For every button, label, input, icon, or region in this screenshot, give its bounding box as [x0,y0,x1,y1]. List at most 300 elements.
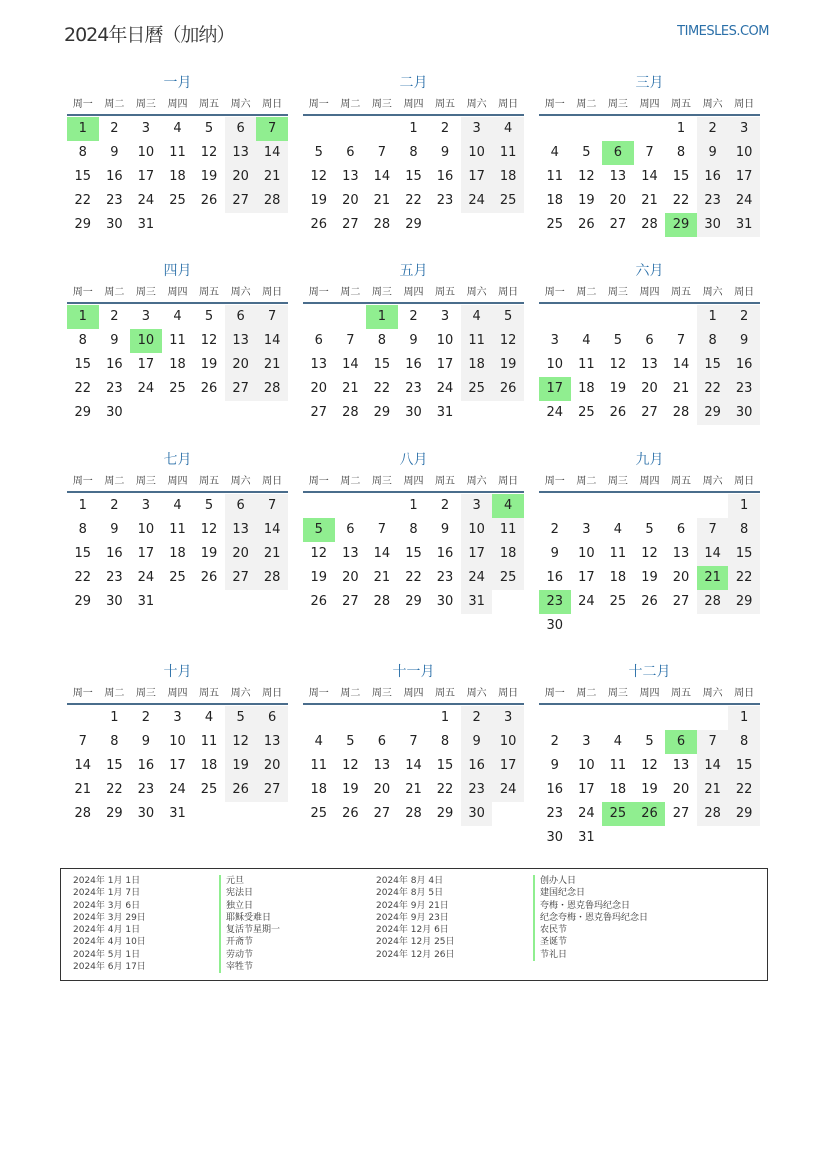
month-name: 五月 [399,263,428,279]
day-cell: 11 [609,546,627,561]
day-cell: 13 [225,329,257,353]
day-cell: 28 [256,377,288,401]
holiday-name: 劳动节 [219,949,280,961]
day-cell: 4 [173,498,182,513]
day-cell: 30 [697,213,729,237]
day-cell: 29 [74,217,92,232]
week-row [539,117,760,141]
weekday-label: 周一 [308,688,329,699]
day-cell: 8 [676,145,686,160]
day-cell: 23 [697,189,729,213]
day-cell: 20 [310,381,328,396]
week-row [303,590,524,614]
day-cell: 14 [405,758,422,773]
week-row [303,566,524,590]
day-cell: 15 [728,754,760,778]
weekday-label: 周四 [639,688,660,699]
day-cell: 22 [405,570,422,585]
weekday-header [303,282,524,304]
weekday-header [303,94,524,116]
week-row [67,401,288,425]
day-cell: 22 [728,778,760,802]
empty-day-cell [602,614,634,638]
day-cell: 9 [550,546,559,561]
day-cell: 22 [728,566,760,590]
day-cell: 2 [110,121,119,136]
week-row [67,329,288,353]
day-cell: 8 [377,333,387,348]
month-block [67,72,288,237]
day-cell: 5 [225,706,257,730]
day-cell: 18 [169,169,186,184]
day-cell: 24 [137,570,155,585]
holiday-name: 圣诞节 [533,936,648,948]
day-cell: 5 [204,498,214,513]
weekday-label: 周日 [262,287,283,298]
week-row [539,141,760,165]
day-cell: 21 [342,381,359,396]
weekday-label: 周四 [167,476,188,487]
day-cell: 18 [492,165,524,189]
day-cell: 6 [225,117,257,141]
day-cell: 18 [609,782,627,797]
week-row [67,305,288,329]
weekday-label: 周五 [435,99,456,110]
day-cell: 2 [728,305,760,329]
day-cell: 5 [314,145,323,160]
day-cell: 1 [110,710,119,725]
day-cell: 2 [461,706,493,730]
holiday-name: 元旦 [219,875,280,887]
day-cell: 27 [672,806,690,821]
empty-day-cell [256,401,288,425]
week-row [539,353,760,377]
weekday-label: 周四 [639,99,660,110]
weekday-label: 周三 [135,287,156,298]
day-cell: 3 [582,734,591,749]
day-cell: 26 [609,405,627,420]
day-cell: 30 [436,594,454,609]
day-cell: 30 [546,830,564,845]
day-cell: 9 [110,522,119,537]
day-cell: 2 [141,710,151,725]
day-cell: 27 [342,217,359,232]
day-cell: 17 [461,542,493,566]
day-cell: 30 [137,806,155,821]
month-block [539,661,760,850]
weekday-label: 周二 [576,99,597,110]
weekday-label: 周日 [262,476,283,487]
day-cell: 19 [342,782,359,797]
holiday-name: 夸梅・恩克鲁玛纪念日 [533,900,648,912]
day-cell: 11 [609,758,627,773]
empty-day-cell [225,401,257,425]
weekday-label: 周三 [371,287,392,298]
day-cell: 11 [492,518,524,542]
day-cell: 19 [200,169,218,184]
weekday-label: 周一 [544,688,565,699]
day-cell: 12 [609,357,627,372]
day-cell: 24 [169,782,186,797]
empty-day-cell [256,590,288,614]
holiday-date: 2024年 8月 4日 [376,876,444,886]
day-cell: 27 [225,189,257,213]
weekday-label: 周四 [639,287,660,298]
day-cell: 27 [225,377,257,401]
empty-day-cell [256,213,288,237]
day-cell: 16 [546,782,564,797]
day-cell: 4 [550,145,559,160]
day-cell: 15 [373,357,391,372]
month-name: 三月 [635,75,664,91]
weekday-label: 周四 [403,476,424,487]
day-cell: 29 [665,213,697,237]
day-cell: 27 [342,594,359,609]
week-row [539,305,760,329]
weekday-label: 周二 [340,99,361,110]
day-cell: 15 [405,169,422,184]
week-row [539,826,760,850]
weekday-label: 周二 [576,476,597,487]
day-cell: 9 [110,145,119,160]
holiday-date: 2024年 3月 29日 [73,912,146,923]
weekday-label: 周日 [262,99,283,110]
day-cell: 13 [609,169,627,184]
day-cell: 11 [461,329,493,353]
empty-day-cell [492,401,524,425]
day-cell: 20 [342,570,359,585]
empty-day-cell [602,117,634,141]
weekday-label: 周二 [104,688,125,699]
weekday-label: 周三 [135,99,156,110]
day-cell: 25 [169,570,186,585]
empty-day-cell [461,401,493,425]
weekday-label: 周日 [498,99,519,110]
week-row [303,141,524,165]
empty-day-cell [634,706,666,730]
day-cell: 22 [436,782,454,797]
day-cell: 31 [578,830,595,845]
day-cell: 2 [550,734,559,749]
day-cell: 12 [200,522,218,537]
day-cell: 1 [78,498,87,513]
weekday-label: 周四 [167,287,188,298]
day-cell: 27 [672,594,690,609]
day-cell: 8 [409,522,418,537]
page-title: 2024年日曆（加纳） [64,24,235,46]
weekday-label: 周一 [72,287,93,298]
day-cell: 30 [461,802,493,826]
day-cell: 22 [74,193,92,208]
empty-day-cell [130,401,162,425]
month-name: 九月 [635,452,664,468]
empty-day-cell [602,706,634,730]
day-cell: 19 [225,754,257,778]
day-cell: 2 [110,309,119,324]
weekday-label: 周五 [671,287,692,298]
week-row [67,754,288,778]
week-row [67,141,288,165]
week-row [303,802,524,826]
day-cell: 10 [169,734,186,749]
day-cell: 31 [169,806,186,821]
day-cell: 28 [373,594,391,609]
day-cell: 13 [342,546,359,561]
weekday-label: 周六 [230,476,251,487]
day-cell: 29 [405,217,422,232]
day-cell: 15 [106,758,123,773]
month-block [303,72,524,237]
weekday-label: 周六 [230,99,251,110]
empty-day-cell [162,213,194,237]
week-row [303,213,524,237]
weekday-label: 周日 [734,476,755,487]
day-cell: 23 [106,193,123,208]
holiday-date: 2024年 1月 7日 [73,888,141,899]
weekday-label: 周四 [167,99,188,110]
week-row [303,165,524,189]
month-name: 十月 [163,664,192,680]
weekday-label: 周五 [671,688,692,699]
weekday-label: 周六 [702,688,723,699]
day-cell: 4 [492,494,524,518]
week-row [67,730,288,754]
day-cell: 25 [492,566,524,590]
day-cell: 15 [697,353,729,377]
day-cell: 30 [728,401,760,425]
empty-day-cell [539,117,571,141]
week-row [539,494,760,518]
week-row [539,802,760,826]
day-cell: 3 [461,494,493,518]
day-cell: 3 [728,117,760,141]
holiday-name: 开斋节 [219,936,280,948]
day-cell: 4 [173,121,182,136]
day-cell: 29 [697,401,729,425]
weekday-label: 周四 [403,287,424,298]
empty-day-cell [697,614,729,638]
month-block [303,449,524,614]
empty-day-cell [571,117,603,141]
day-cell: 4 [204,710,214,725]
day-cell: 1 [728,706,760,730]
day-cell: 14 [641,169,658,184]
day-cell: 17 [137,169,155,184]
day-cell: 3 [492,706,524,730]
week-row [303,754,524,778]
day-cell: 25 [200,782,218,797]
site-link[interactable]: TIMESLES.COM [677,24,769,39]
day-cell: 3 [440,309,450,324]
day-cell: 19 [200,357,218,372]
month-name: 二月 [399,75,428,91]
day-cell: 17 [578,570,595,585]
day-cell: 24 [436,381,454,396]
day-cell: 17 [539,377,571,401]
weekday-label: 周二 [104,99,125,110]
day-cell: 8 [78,145,87,160]
day-cell: 10 [578,546,595,561]
weekday-label: 周六 [230,688,251,699]
weekday-label: 周五 [199,287,220,298]
day-cell: 5 [645,734,654,749]
day-cell: 7 [697,730,729,754]
weekday-label: 周一 [72,688,93,699]
day-cell: 10 [546,357,564,372]
day-cell: 21 [256,542,288,566]
day-cell: 12 [225,730,257,754]
day-cell: 23 [461,778,493,802]
empty-day-cell [67,706,99,730]
day-cell: 5 [613,333,623,348]
day-cell: 2 [550,522,559,537]
empty-day-cell [665,614,697,638]
day-cell: 14 [256,518,288,542]
day-cell: 11 [200,734,218,749]
day-cell: 26 [310,594,328,609]
empty-day-cell [492,802,524,826]
day-cell: 24 [578,806,595,821]
day-cell: 13 [672,758,690,773]
day-cell: 19 [310,193,328,208]
day-cell: 4 [173,309,182,324]
day-cell: 18 [578,381,595,396]
day-cell: 12 [641,546,658,561]
weekday-label: 周六 [702,476,723,487]
day-cell: 4 [461,305,493,329]
day-cell: 10 [492,730,524,754]
day-cell: 2 [697,117,729,141]
holiday-name: 耶稣受难日 [219,912,280,924]
week-row [303,353,524,377]
weekday-label: 周四 [403,99,424,110]
day-cell: 9 [550,758,559,773]
day-cell: 28 [256,189,288,213]
weekday-label: 周六 [466,476,487,487]
day-cell: 1 [409,498,418,513]
day-cell: 6 [377,734,387,749]
week-row [539,542,760,566]
day-cell: 19 [200,546,218,561]
month-block [539,449,760,638]
weekday-label: 周三 [607,688,628,699]
empty-day-cell [571,706,603,730]
week-row [67,566,288,590]
day-cell: 21 [672,381,690,396]
weekday-label: 周一 [308,99,329,110]
weekday-label: 周日 [734,99,755,110]
day-cell: 21 [74,782,92,797]
day-cell: 21 [373,193,391,208]
day-cell: 7 [645,145,654,160]
weekday-label: 周三 [607,99,628,110]
day-cell: 25 [578,405,595,420]
month-name: 七月 [163,452,192,468]
day-cell: 28 [405,806,422,821]
day-cell: 16 [106,169,123,184]
day-cell: 6 [225,305,257,329]
day-cell: 23 [539,590,571,614]
month-block [539,260,760,425]
day-cell: 28 [74,806,92,821]
day-cell: 18 [169,546,186,561]
weekday-label: 周五 [199,688,220,699]
holiday-name: 宪法日 [219,887,280,899]
empty-day-cell [256,802,288,826]
day-cell: 29 [436,806,454,821]
day-cell: 13 [225,141,257,165]
empty-day-cell [728,826,760,850]
month-name: 八月 [399,452,428,468]
day-cell: 29 [728,802,760,826]
weekday-label: 周五 [435,476,456,487]
day-cell: 25 [602,802,634,826]
empty-day-cell [335,117,367,141]
weekday-header [539,94,760,116]
week-row [539,377,760,401]
holiday-date: 2024年 3月 6日 [73,900,141,911]
day-cell: 29 [405,594,422,609]
weekday-label: 周二 [576,287,597,298]
week-row [303,117,524,141]
day-cell: 15 [436,758,454,773]
week-row [67,213,288,237]
day-cell: 27 [225,566,257,590]
day-cell: 22 [106,782,123,797]
empty-day-cell [193,213,225,237]
day-cell: 8 [728,730,760,754]
day-cell: 16 [106,546,123,561]
weekday-label: 周一 [72,99,93,110]
day-cell: 20 [373,782,391,797]
day-cell: 6 [645,333,654,348]
day-cell: 16 [728,353,760,377]
empty-day-cell [225,213,257,237]
empty-day-cell [303,706,335,730]
week-row [67,377,288,401]
day-cell: 15 [728,542,760,566]
day-cell: 13 [373,758,391,773]
day-cell: 17 [578,782,595,797]
empty-day-cell [665,706,697,730]
day-cell: 1 [440,710,450,725]
day-cell: 4 [582,333,591,348]
day-cell: 24 [461,566,493,590]
empty-day-cell [697,706,729,730]
day-cell: 11 [578,357,595,372]
day-cell: 30 [106,594,123,609]
day-cell: 28 [373,217,391,232]
day-cell: 8 [110,734,119,749]
day-cell: 21 [641,193,658,208]
holiday-date: 2024年 4月 10日 [73,937,146,948]
day-cell: 23 [137,782,155,797]
weekday-label: 周二 [576,688,597,699]
day-cell: 9 [110,333,119,348]
day-cell: 18 [169,357,186,372]
week-row [539,754,760,778]
day-cell: 20 [672,570,690,585]
day-cell: 6 [676,522,686,537]
holiday-name: 复活节星期一 [219,924,280,936]
weekday-label: 周一 [308,287,329,298]
day-cell: 28 [672,405,690,420]
day-cell: 7 [409,734,418,749]
empty-day-cell [366,117,398,141]
day-cell: 20 [609,193,627,208]
holiday-date: 2024年 12月 26日 [376,949,455,960]
empty-day-cell [335,706,367,730]
